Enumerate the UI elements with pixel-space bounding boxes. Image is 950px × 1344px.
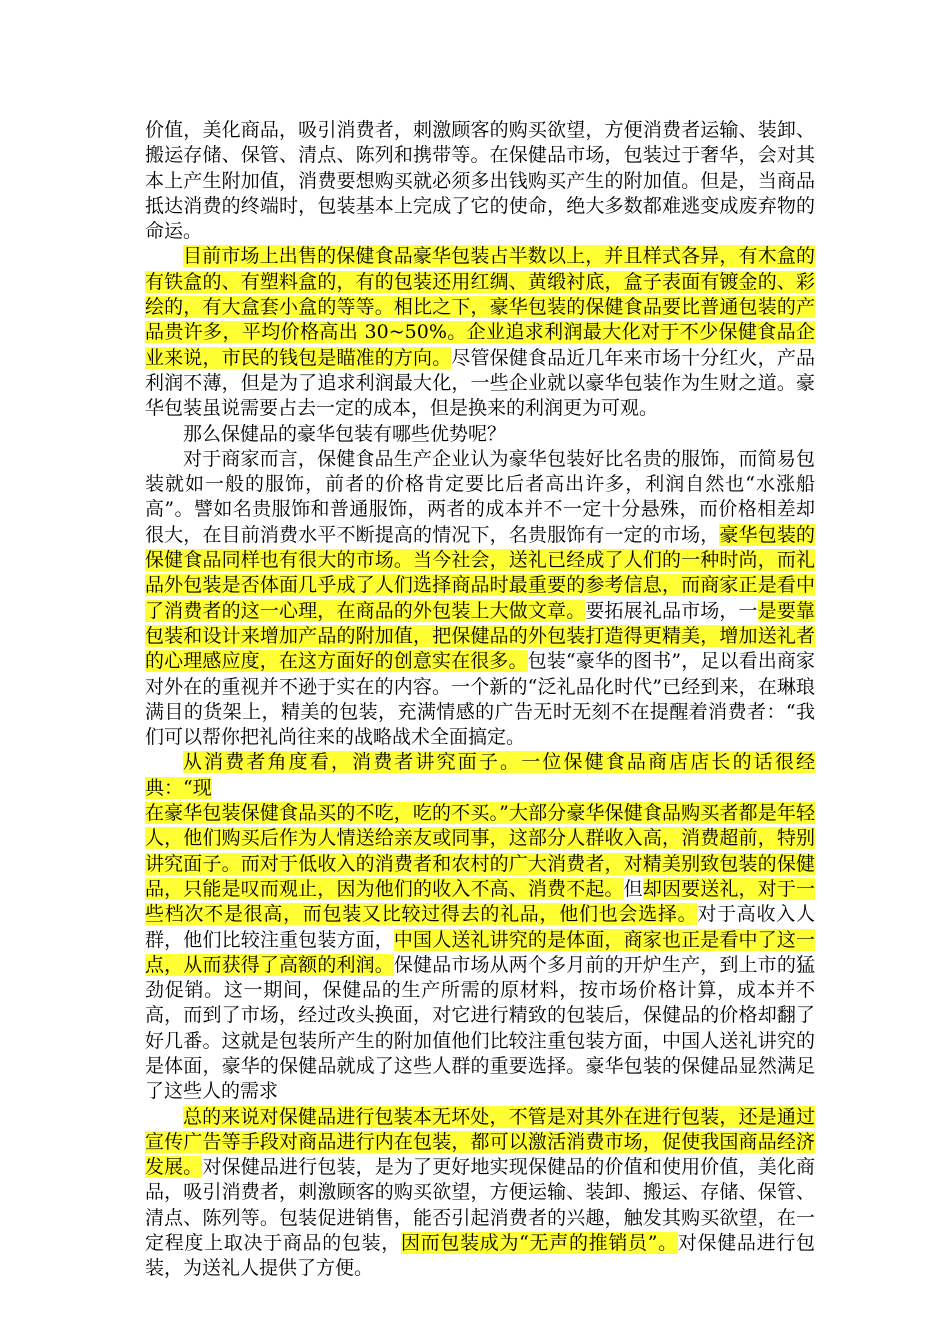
paragraph-3 xyxy=(145,422,815,447)
highlighted-text: 而对于低收入的消费者和农村的广大消费者，对精美别致包装的保健品，只能是叹而观止，因为他们的收入不高、消费不起。 xyxy=(145,852,815,900)
paragraph-2 xyxy=(145,244,815,421)
paragraph-5 xyxy=(145,750,815,801)
paragraph-text: 对保健品进行包装，为送礼人提供了方便。 xyxy=(145,1232,815,1280)
highlighted-text: 总的来说对保健品进行包装本无坏处，不管是对其外在进行包装，还是通过宣传广告等手段对商品进行内在包装，都可以激活消费市场，促使我国商品经济发展。 xyxy=(145,1105,815,1179)
highlighted-text: 从消费者角度看，消费者讲究面子。一位保健食品商店店长的话很经典：“现 xyxy=(145,751,815,799)
highlighted-text: 豪华包装的保健食品同样也有很大的市场。当今社会，送礼已经成了人们的一种时尚，而礼品外包装是否体面几乎成了人们选择商品时最重要的参考信息，而商家正是看中了消费者的这一心理，在商品的外包装上大做文章。 xyxy=(145,523,815,622)
paragraph-text: 保健品市场从两个多月前的开炉生产，到上市的猛劲促销。这一期间，保健品的生产所需的原材料，按市场价格计算，成本并不高，而到了市场，经过改头换面，对它进行精致的包装后，保健品的价格却翻了好几番。这就是包装所产生的附加值他们比较注重包装方面，中国人送礼讲究的是体面，豪华的保健品就成了这些人群的重要选择。豪华包装的保健品显然满足了这些人的需求 xyxy=(145,953,815,1103)
paragraph-text: 但 xyxy=(623,877,643,900)
document-page xyxy=(145,118,815,1282)
paragraph-text: 要拓展礼品市场，一 xyxy=(585,599,758,622)
paragraph-1 xyxy=(145,118,815,244)
highlighted-text: 在豪华包装保健食品买的不吃，吃的不买。”大部分豪华保健食品购买者都是年轻人，他们购买后作为人情送给亲友或同事，这部分人群收入高，消费超前，特别讲究面子。 xyxy=(145,802,815,875)
paragraph-7 xyxy=(145,1105,815,1282)
paragraph-text: 对于商家而言，保健食品生产企业认为豪华包装好比名贵的服饰，而简易包装就如一般的服饰，前者的价格肯定要比后者高出许多，利润自然也“水涨船高”。譬如名贵服饰和普通服饰，两者的成本并不一定十分悬殊，而价格相差却很大，在目前消费水平不断提高的情况下，名贵服饰有一定的市场， xyxy=(145,447,815,546)
paragraph-text: 对于高收入人群，他们比较注重包装方面， xyxy=(145,903,815,951)
paragraph-6 xyxy=(145,801,815,1105)
paragraph-text: 那么保健品的豪华包装有哪些优势呢？ xyxy=(183,422,507,445)
paragraph-text: 尽管保健食品近几年来市场十分红火，产品利润不薄，但是为了追求利润最大化，一些企业就以豪华包装作为生财之道。豪华包装虽说需要占去一定的成本，但是换来的利润更为可观。 xyxy=(145,346,815,420)
highlighted-text: 中国人送礼讲究的是体面，商家也正是看中了这一点，从而获得了高额的利润。 xyxy=(145,928,815,976)
paragraph-text: 包装“豪华的图书”，足以看出商家对外在的重视并不逊于实在的内容。一个新的“泛礼品化时代”已经到来，在琳琅满目的货架上，精美的包装，充满情感的广告无时无刻不在提醒着消费者：“我们可以帮你把礼尚往来的战略战术全面搞定。 xyxy=(145,650,815,749)
paragraph-text: 对保健品进行包装，是为了更好地实现保健品的价值和使用价值，美化商品，吸引消费者，刺激顾客的购买欲望，方便运输、装卸、搬运、存储、保管、清点、陈列等。包装促进销售，能否引起消费者的兴趣，触发其购买欲望，在一定程度上取决于商品的包装， xyxy=(145,1156,815,1255)
highlighted-text: 却因要送礼，对于一些档次不是很高，而包装又比较过得去的礼品，他们也会选择。 xyxy=(145,877,815,926)
paragraph-4 xyxy=(145,447,815,751)
highlighted-text: 因而包装成为“无声的推销员”。 xyxy=(401,1232,678,1255)
highlighted-text: 目前市场上出售的保健食品豪华包装占半数以上，并且样式各异，有木盒的有铁盒的、有塑料盒的，有的包装还用红绸、黄缎衬底，盒子表面有镀金的、彩绘的，有大盒套小盒的等等。相比之下，豪华包装的保健食品要比普通包装的产品贵许多，平均价格高出 30~50%。企业追求利润最大化对于不少保健食品企业来说，市民的钱包是瞄准的方向。 xyxy=(145,245,815,369)
highlighted-text: 是要靠包装和设计来增加产品的附加值，把保健品的外包装打造得更精美，增加送礼者的心理感应度，在这方面好的创意实在很多。 xyxy=(145,599,815,673)
paragraph-1-text: 价值，美化商品，吸引消费者，刺激顾客的购买欲望，方便消费者运输、装卸、搬运存储、保管、清点、陈列和携带等。在保健品市场，包装过于奢华，会对其本上产生附加值，消费要想购买就必须多出钱购买产生的附加值。但是，当商品抵达消费的终端时，包装基本上完成了它的使命，绝大多数都难逃变成废弃物的命运。 xyxy=(145,119,815,243)
